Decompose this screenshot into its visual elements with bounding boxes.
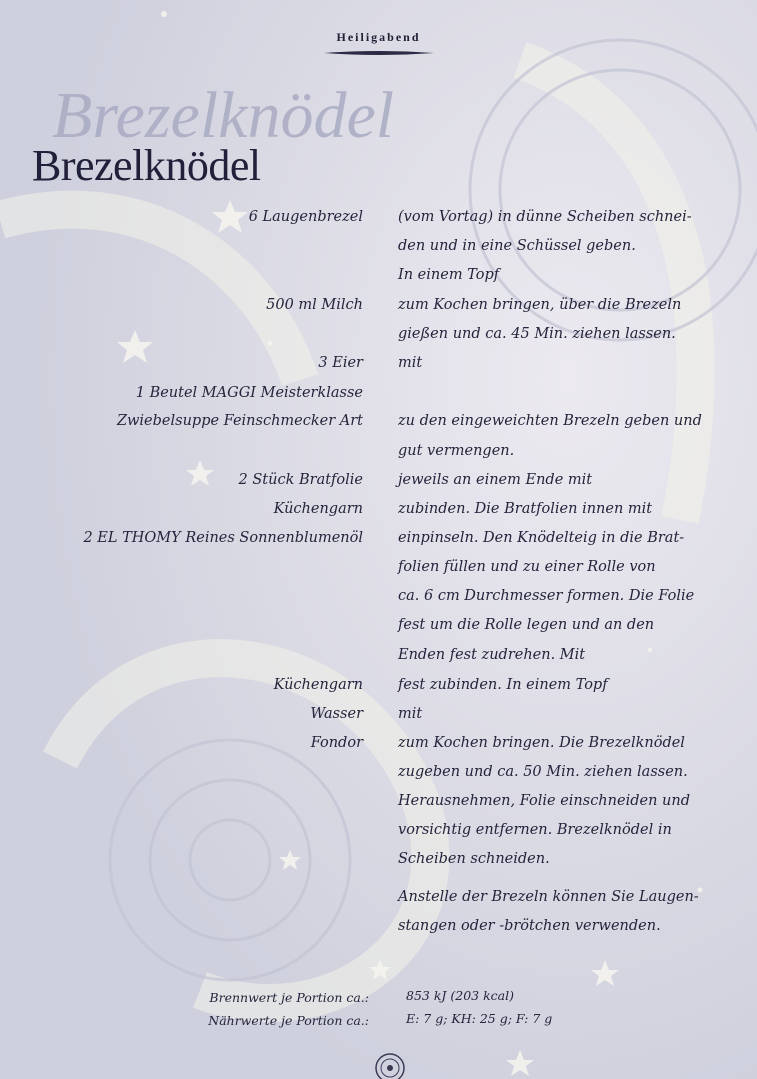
- ingredient-line: 1 Beutel MAGGI Meisterklasse: [135, 385, 363, 401]
- instruction-line: zum Kochen bringen. Die Brezelknödel: [398, 735, 685, 751]
- ornament-emblem-icon: [360, 1046, 420, 1079]
- ingredient-line: Küchengarn: [273, 677, 363, 693]
- instruction-line: den und in eine Schüssel geben.: [398, 238, 636, 254]
- ghost-title: Brezelknödel: [52, 79, 395, 152]
- ingredient-line: Wasser: [310, 706, 363, 722]
- instruction-line: fest um die Rolle legen und an den: [398, 617, 655, 633]
- instruction-line: gießen und ca. 45 Min. ziehen lassen.: [398, 326, 676, 342]
- nutrition-label: Brennwert je Portion ca.:: [209, 990, 369, 1005]
- ingredient-line: Küchengarn: [273, 501, 363, 517]
- ingredient-line: 500 ml Milch: [266, 297, 363, 313]
- instruction-line: zubinden. Die Bratfolien innen mit: [398, 501, 653, 517]
- ingredient-line: 2 Stück Bratfolie: [238, 472, 363, 488]
- tip-line: Anstelle der Brezeln können Sie Laugen-: [398, 889, 699, 905]
- ingredient-line: 3 Eier: [318, 355, 363, 371]
- instruction-line: (vom Vortag) in dünne Scheiben schnei-: [398, 209, 692, 225]
- ornamental-rule-icon: [322, 48, 436, 58]
- instruction-line: zugeben und ca. 50 Min. ziehen lassen.: [398, 764, 688, 780]
- instruction-line: gut vermengen.: [398, 443, 515, 459]
- instruction-line: mit: [398, 355, 423, 371]
- instruction-line: zum Kochen bringen, über die Brezeln: [398, 297, 682, 313]
- instruction-line: jeweils an einem Ende mit: [398, 472, 593, 488]
- instruction-line: ca. 6 cm Durchmesser formen. Die Folie: [398, 588, 695, 604]
- instruction-line: vorsichtig entfernen. Brezelknödel in: [398, 822, 672, 838]
- instruction-line: einpinseln. Den Knödelteig in die Brat-: [398, 530, 685, 546]
- ingredient-line: 6 Laugenbrezel: [248, 209, 363, 225]
- ingredient-line: Zwiebelsuppe Feinschmecker Art: [116, 413, 363, 429]
- instruction-line: fest zubinden. In einem Topf: [398, 677, 608, 693]
- instruction-line: Herausnehmen, Folie einschneiden und: [398, 793, 690, 809]
- nutrition-value: E: 7 g; KH: 25 g; F: 7 g: [406, 1011, 553, 1026]
- recipe-title: Brezelknödel: [32, 141, 261, 190]
- ingredient-line: 2 EL THOMY Reines Sonnenblumenöl: [83, 530, 363, 546]
- instruction-line: In einem Topf: [398, 267, 500, 283]
- nutrition-value: 853 kJ (203 kcal): [406, 988, 515, 1003]
- nutrition-label: Nährwerte je Portion ca.:: [208, 1013, 369, 1028]
- instruction-line: Enden fest zudrehen. Mit: [398, 647, 586, 663]
- instruction-line: zu den eingeweichten Brezeln geben und: [398, 413, 702, 429]
- instruction-line: Scheiben schneiden.: [398, 851, 550, 867]
- instruction-line: folien füllen und zu einer Rolle von: [398, 559, 656, 575]
- instruction-line: mit: [398, 706, 423, 722]
- ingredient-line: Fondor: [310, 735, 363, 751]
- section-header: Heiligabend: [336, 30, 421, 44]
- tip-line: stangen oder -brötchen verwenden.: [398, 918, 661, 934]
